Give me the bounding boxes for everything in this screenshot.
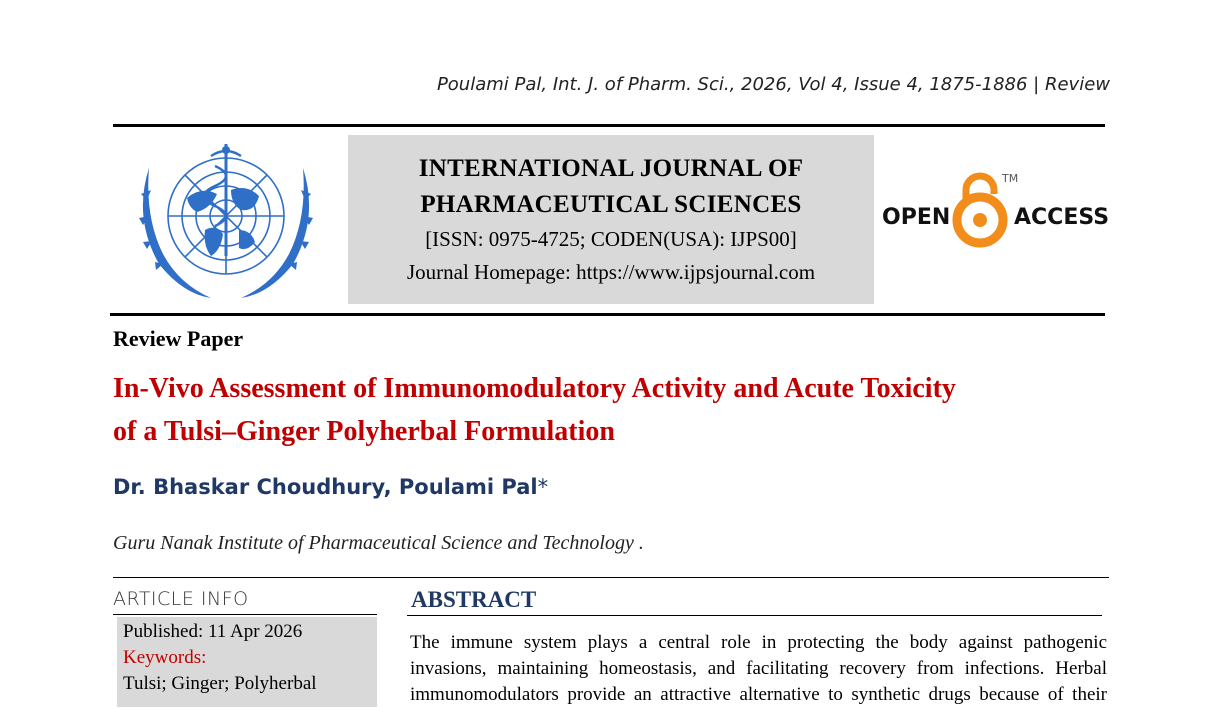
journal-masthead: [348, 135, 874, 304]
top-rule: [113, 124, 1105, 127]
masthead-bottom-rule: [110, 313, 1105, 316]
corresponding-author-mark: *: [537, 475, 549, 499]
trademark-mark: TM: [1002, 172, 1019, 185]
article-info-rule: [113, 614, 377, 615]
running-citation: Poulami Pal, Int. J. of Pharm. Sci., 2026, Vol 4, Issue 4, 1875-1886 | Review: [436, 74, 1110, 95]
open-access-logo: [880, 166, 1110, 252]
paper-type: Review Paper: [113, 326, 244, 351]
open-access-right-text: ACCESS: [1014, 205, 1110, 230]
abstract-line: immunomodulators provide an attractive alternative to synthetic drugs because of their: [410, 684, 1107, 705]
abstract-line: invasions, maintaining homeostasis, and facilitating recovery from infections. Herbal: [410, 658, 1107, 679]
affiliation: Guru Nanak Institute of Pharmaceutical Science and Technology .: [113, 532, 644, 554]
keywords-label: Keywords:: [123, 647, 207, 668]
abstract-rule: [407, 615, 1102, 616]
affiliation-rule: [113, 577, 1109, 578]
abstract-heading: ABSTRACT: [411, 587, 537, 612]
paper-title-line1: In-Vivo Assessment of Immunomodulatory Activity and Acute Toxicity: [113, 373, 956, 404]
abstract-line: The immune system plays a central role in protecting the body against pathogenic: [410, 632, 1107, 653]
journal-title-line1: INTERNATIONAL JOURNAL OF: [418, 155, 804, 182]
paper-title: [113, 367, 1113, 453]
journal-issn: [ISSN: 0975-4725; CODEN(USA): IJPS00]: [425, 227, 797, 251]
open-access-left-text: OPEN: [882, 205, 951, 230]
paper-title-line2: of a Tulsi–Ginger Polyherbal Formulation: [113, 416, 615, 447]
abstract-text: [410, 630, 1107, 708]
journal-homepage: Journal Homepage: https://www.ijpsjournal.com: [406, 260, 816, 284]
journal-title-line2: PHARMACEUTICAL SCIENCES: [420, 191, 802, 218]
article-info-box: [117, 617, 377, 707]
article-info-heading: ARTICLE INFO: [113, 588, 249, 610]
journal-title: [348, 151, 874, 223]
keywords-value: Tulsi; Ginger; Polyherbal: [123, 673, 317, 694]
un-emblem-logo: [127, 138, 325, 304]
author-list: [113, 475, 548, 499]
published-date: Published: 11 Apr 2026: [123, 621, 303, 642]
author-names: Dr. Bhaskar Choudhury, Poulami Pal: [113, 475, 538, 499]
